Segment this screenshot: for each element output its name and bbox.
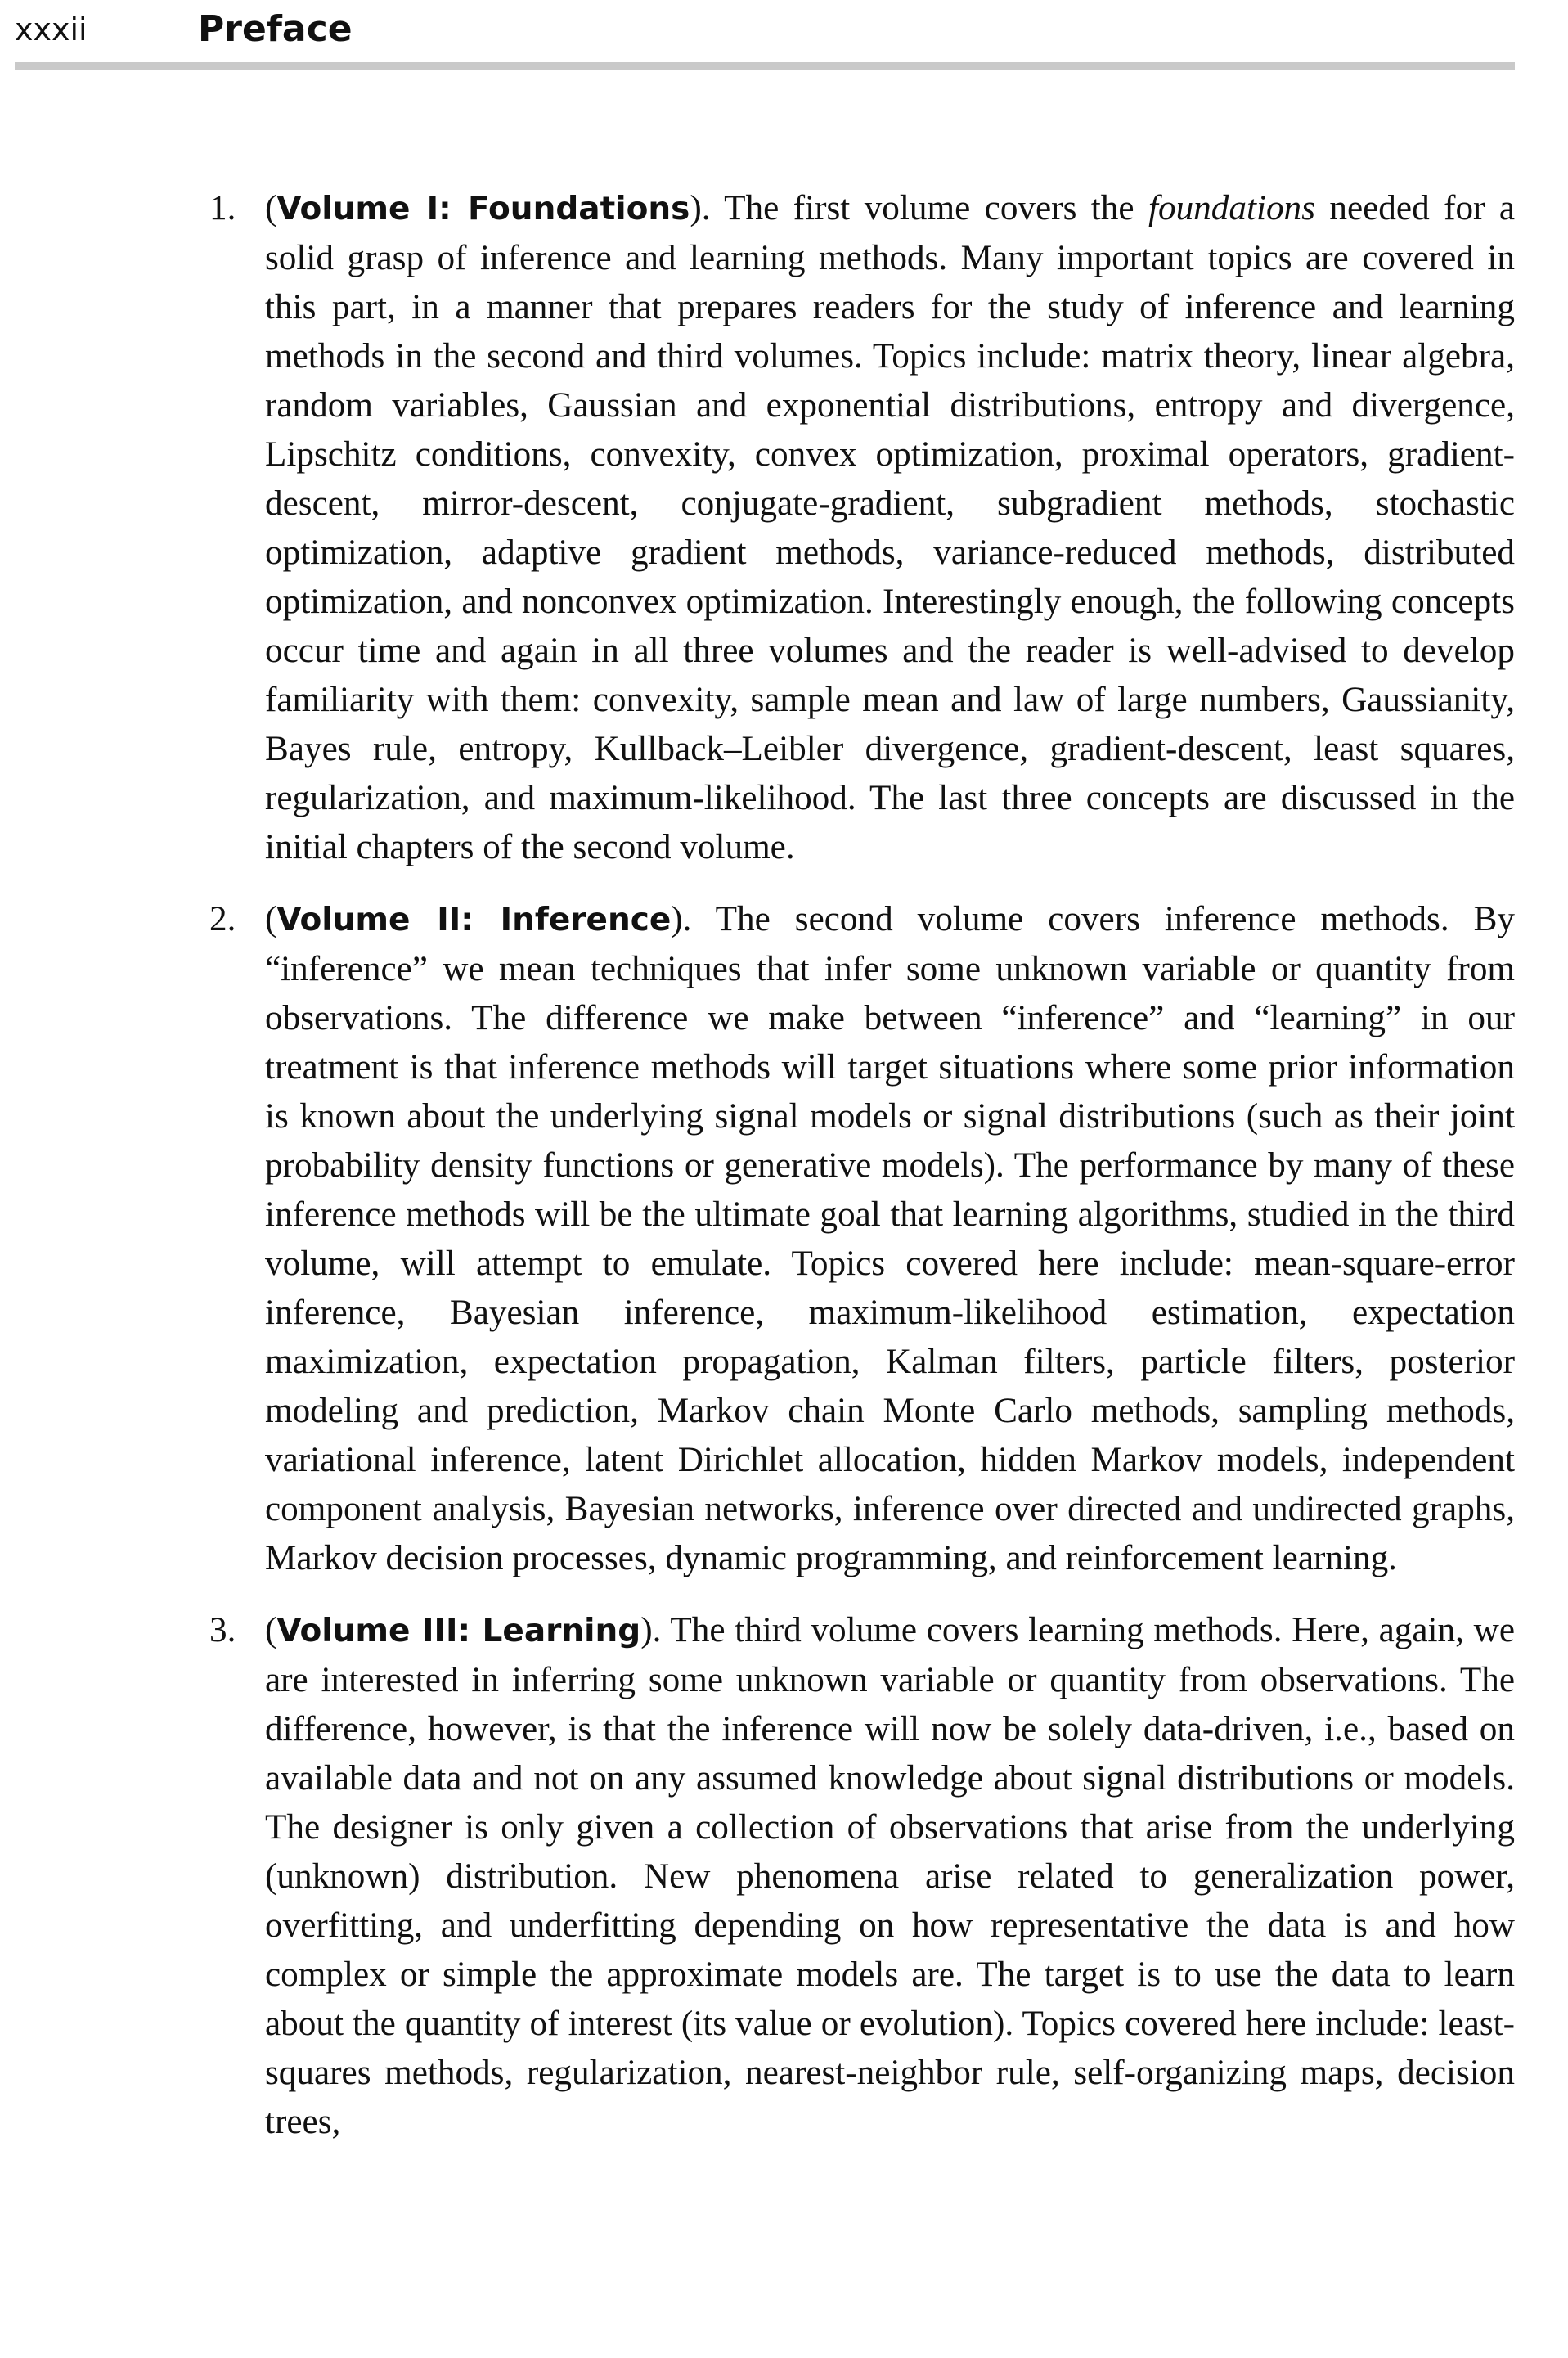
- list-item-volume-1: [209, 184, 1515, 872]
- item-text: The second volume covers inference methods. By “inference” we mean techniques that infer some unknown variable or quantity from observations. The difference we make between “inference” and “learning” in our treatment is that inference methods will target situations where some prior information is known about the underlying signal models or signal distributions (such as their joint probability density functions or generative models). The performance by many of these inference methods will be the ultimate goal that learning algorithms, studied in the third volume, will attempt to emulate. Topics covered here include: mean-square-error inference, Bayesian inference, maximum-likelihood estimation, expectation maximization, expectation propagation, Kalman filters, particle filters, posterior modeling and prediction, Markov chain Monte Carlo methods, sampling methods, variational inference, latent Dirichlet allocation, hidden Markov models, independent component analysis, Bayesian networks, inference over directed and undirected graphs, Markov decision processes, dynamic programming, and reinforcement learning.: [265, 900, 1515, 1577]
- page-number: xxxii: [15, 11, 88, 47]
- item-text: needed for a solid grasp of inference and learning methods. Many important topics are covered in this part, in a manner that prepares readers for the study of inference and learning methods in the second and third volumes. Topics include: matrix theory, linear algebra, random variables, Gaussian and exponential distributions, entropy and divergence, Lipschitz conditions, convexity, convex optimization, proximal operators, gradient-descent, mirror-descent, conjugate-gradient, subgradient methods, stochastic optimization, adaptive gradient methods, variance-reduced methods, distributed optimization, and nonconvex optimization. Interestingly enough, the following concepts occur time and again in all three volumes and the reader is well-advised to develop familiarity with them: convexity, sample mean and law of large numbers, Gaussianity, Bayes rule, entropy, Kullback–Leibler divergence, gradient-descent, least squares, regularization, and maximum-likelihood. The last three concepts are discussed in the initial chapters of the second volume.: [265, 189, 1516, 866]
- emphasis-text: foundations: [1148, 189, 1315, 227]
- volume-label: Volume I: Foundations: [276, 191, 690, 227]
- header-rule: [15, 62, 1515, 70]
- volume-label: Volume III: Learning: [276, 1613, 641, 1649]
- item-number: 3.: [209, 1611, 236, 1649]
- volume-label: Volume II: Inference: [276, 902, 672, 938]
- item-text: The first volume covers the: [724, 189, 1134, 227]
- item-number: 1.: [209, 189, 236, 227]
- item-number: 2.: [209, 900, 236, 938]
- item-body: (Volume I: Foundations). The first volume covers the foundations needed for a solid grasp of inference and learning methods. Many important topics are covered in this part, in a manner that prepares readers for the study of inference and learning methods in the second and third volumes. Topics include: matrix theory, linear algebra, random variables, Gaussian and exponential distributions, entropy and divergence, Lipschitz conditions, convexity, convex optimization, proximal operators, gradient-descent, mirror-descent, conjugate-gradient, subgradient methods, stochastic optimization, adaptive gradient methods, variance-reduced methods, distributed optimization, and nonconvex optimization. Interestingly enough, the following concepts occur time and again in all three volumes and the reader is well-advised to develop familiarity with them: convexity, sample mean and law of large numbers, Gaussianity, Bayes rule, entropy, Kullback–Leibler divergence, gradient-descent, least squares, regularization, and maximum-likelihood. The last three concepts are discussed in the initial chapters of the second volume.: [265, 189, 1516, 866]
- list-item-volume-2: [209, 895, 1515, 1583]
- item-body: (Volume II: Inference). The second volume covers inference methods. By “inference” we mean techniques that infer some unknown variable or quantity from observations. The difference we make between “inference” and “learning” in our treatment is that inference methods will target situations where some prior information is known about the underlying signal models or signal distributions (such as their joint probability density functions or generative models). The performance by many of these inference methods will be the ultimate goal that learning algorithms, studied in the third volume, will attempt to emulate. Topics covered here include: mean-square-error inference, Bayesian inference, maximum-likelihood estimation, expectation maximization, expectation propagation, Kalman filters, particle filters, posterior modeling and prediction, Markov chain Monte Carlo methods, sampling methods, variational inference, latent Dirichlet allocation, hidden Markov models, independent component analysis, Bayesian networks, inference over directed and undirected graphs, Markov decision processes, dynamic programming, and reinforcement learning.: [265, 900, 1515, 1577]
- section-title: Preface: [198, 8, 353, 50]
- volume-list: [209, 184, 1515, 2170]
- list-item-volume-3: [209, 1606, 1515, 2147]
- running-head: [15, 0, 1515, 65]
- item-text: The third volume covers learning methods. Here, again, we are interested in inferring some unknown variable or quantity from observations. The difference, however, is that the inference will now be solely data-driven, i.e., based on available data and not on any assumed knowledge about signal distributions or models. The designer is only given a collection of observations that arise from the underlying (unknown) distribution. New phenomena arise related to generalization power, overfitting, and underfitting depending on how representative the data is and how complex or simple the approximate models are. The target is to use the data to learn about the quantity of interest (its value or evolution). Topics covered here include: least-squares methods, regularization, nearest-neighbor rule, self-organizing maps, decision trees,: [265, 1611, 1515, 2141]
- item-body: (Volume III: Learning). The third volume covers learning methods. Here, again, we are interested in inferring some unknown variable or quantity from observations. The difference, however, is that the inference will now be solely data-driven, i.e., based on available data and not on any assumed knowledge about signal distributions or models. The designer is only given a collection of observations that arise from the underlying (unknown) distribution. New phenomena arise related to generalization power, overfitting, and underfitting depending on how representative the data is and how complex or simple the approximate models are. The target is to use the data to learn about the quantity of interest (its value or evolution). Topics covered here include: least-squares methods, regularization, nearest-neighbor rule, self-organizing maps, decision trees,: [265, 1611, 1515, 2141]
